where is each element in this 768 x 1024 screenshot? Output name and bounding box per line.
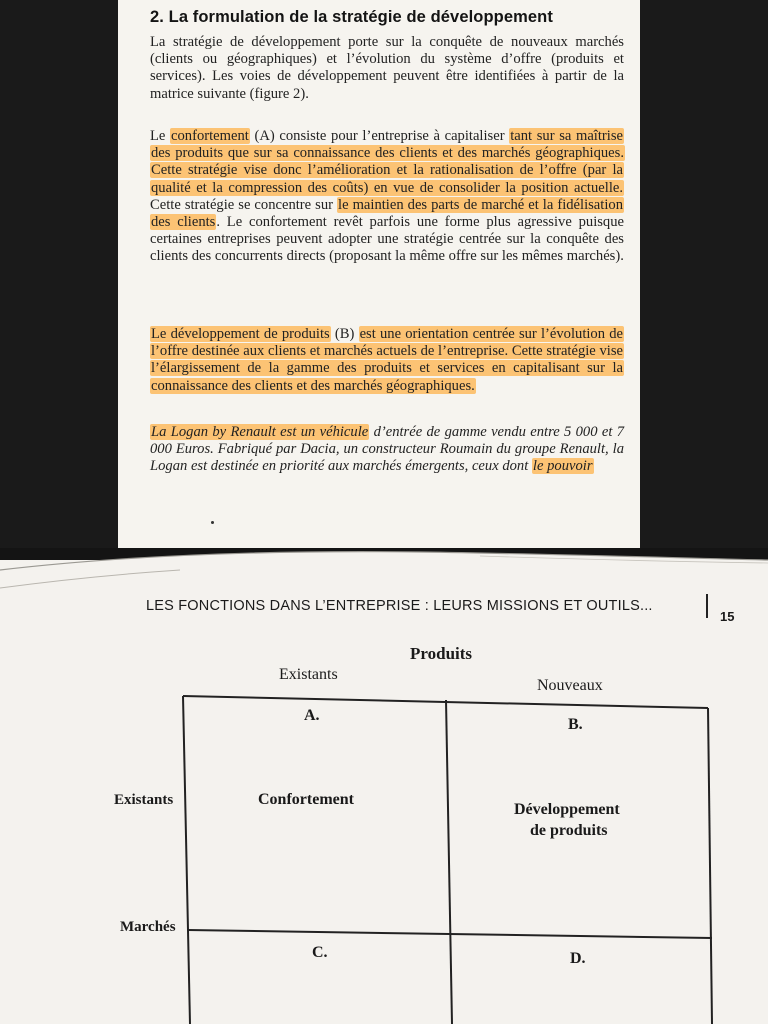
- section-title: 2. La formulation de la stratégie de développement: [150, 8, 553, 26]
- cell-a-letter: A.: [304, 707, 320, 724]
- text: d’entrée de gamme vendu entre 5 000 et 7 000 Euros. Fabriqué par Dacia, un constructeur Roumain du groupe Renault, la Logan est destinée en priorité aux marchés émergents, ceux dont: [150, 424, 625, 475]
- highlighted-text: le maintien des parts de marché et la fidélisation des clients: [151, 196, 623, 231]
- highlighted-text: le pouvoir: [532, 458, 593, 475]
- text: Cette stratégie se concentre sur: [150, 196, 338, 213]
- axis-markets: Marchés: [120, 919, 176, 935]
- text: (A) consiste pour l’entreprise à capitaliser: [249, 128, 510, 144]
- highlighted-text: tant sur sa maîtrise des produits que sur sa connaissance des clients et des marchés géographiques.: [151, 128, 624, 162]
- cell-d-letter: D.: [570, 950, 586, 967]
- cell-b-letter: B.: [568, 716, 583, 733]
- highlighted-text: Le développement de produits: [151, 326, 330, 342]
- column-header-existing: Existants: [279, 666, 338, 683]
- highlighted-text: La Logan by Renault est un véhicule: [151, 424, 369, 440]
- cell-b-label-line2: de produits: [530, 822, 608, 839]
- highlighted-text: Cette stratégie vise donc l’amélioration et la rationalisation de l’offre (par la qualité et la compression des coûts) en vue de consolider la position actuelle.: [151, 162, 623, 196]
- cell-b-label-line1: Développement: [514, 801, 620, 818]
- running-head: LES FONCTIONS DANS L’ENTREPRISE : LEURS MISSIONS ET OUTILS...: [146, 598, 653, 614]
- text: Le: [150, 128, 171, 144]
- intro-paragraph: La stratégie de développement porte sur la conquête de nouveaux marchés (clients ou géographiques) et l’évolution du système d’offre (produits et services). Les voies de développement peuvent être identifiées à partir de la matrice suivante (figure 2).: [150, 34, 624, 102]
- cell-c-letter: C.: [312, 944, 328, 961]
- text: . Le confortement revêt parfois une forme plus agressive puisque certaines entreprises peuvent adopter une stratégie centrée sur la conquête des clients des concurrents directs (proposant la même offre sur les mêmes marchés).: [150, 214, 625, 265]
- axis-products: Produits: [410, 644, 473, 663]
- column-header-new: Nouveaux: [537, 677, 603, 694]
- cell-a-label: Confortement: [258, 791, 354, 808]
- highlighted-text: confortement: [171, 128, 249, 144]
- row-header-existing: Existants: [114, 792, 174, 808]
- highlighted-text: est une orientation centrée sur l’évolution de l’offre destinée aux clients et marchés actuels de l’entreprise. Cette stratégie vise l’élargissement de la gamme des produits et services en capitalisant sur la connaissance des clients et des marchés géographiques.: [151, 326, 623, 394]
- page-number: 15: [720, 609, 735, 624]
- text: (B): [330, 326, 359, 342]
